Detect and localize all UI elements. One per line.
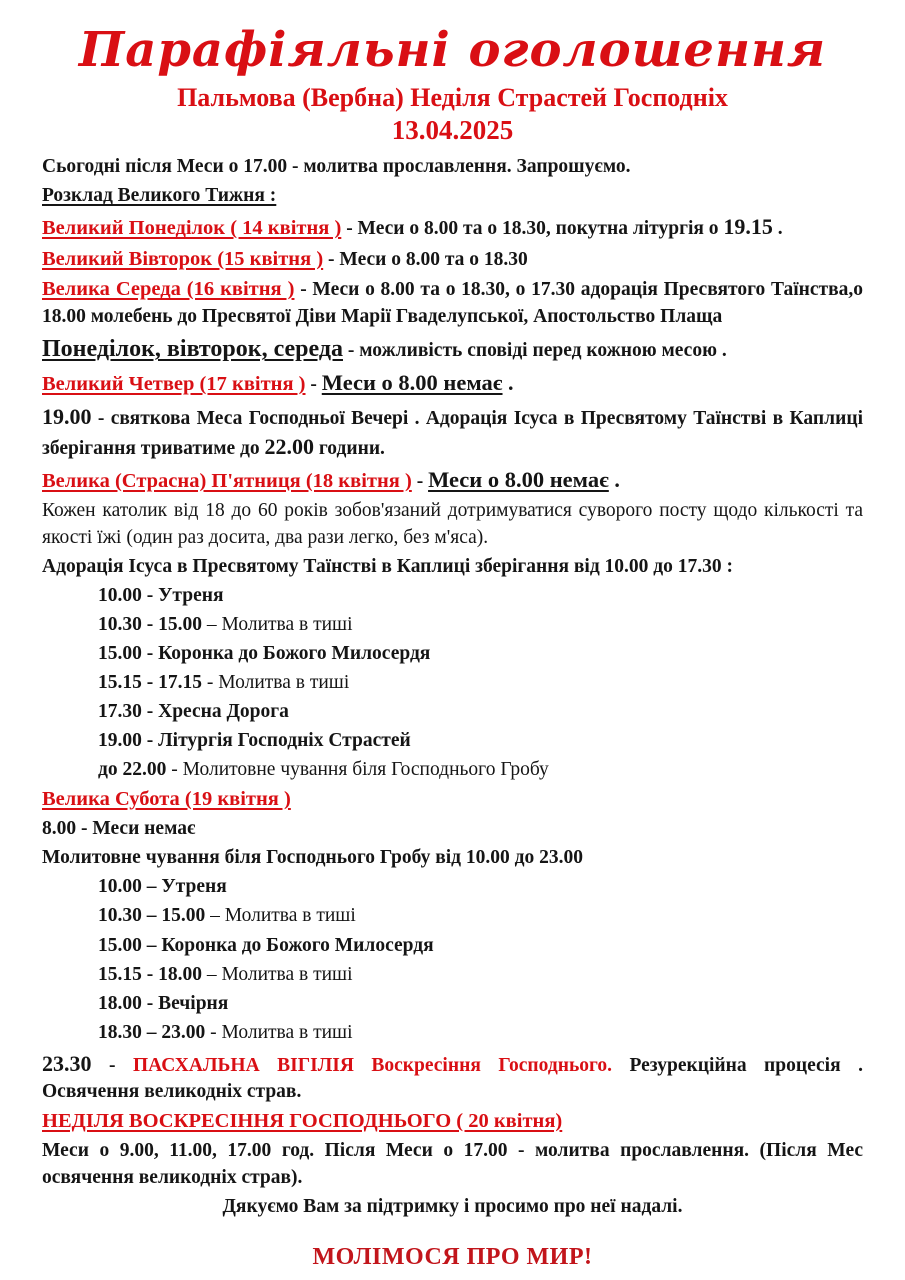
friday-adoration-heading [42,554,863,581]
text-segment: Резурекційна процесія . Освячення великодніх страв. [42,1054,863,1103]
text-segment: 8.00 - Меси немає [42,818,196,840]
text-segment: - Молитва в тиші [202,672,350,693]
holy-tuesday-line [42,246,863,274]
schedule-item [42,699,863,726]
holy-thursday-evening-line [42,402,863,463]
schedule-item [42,612,863,639]
saturday-no-mass-line [42,816,863,843]
text-segment: - Молитва в тиші [205,1021,353,1043]
holy-wednesday-line [42,276,863,330]
fasting-note [42,498,863,551]
easter-masses-line [42,1138,863,1191]
schedule-item [42,991,863,1018]
text-segment: 23.30 [42,1050,92,1076]
text-segment: 10.00 - Утреня [98,584,224,606]
text-segment: - можливість сповіді перед кожною месою . [343,340,727,361]
schedule-item [42,583,863,610]
schedule-item [42,874,863,901]
text-segment: Дякуємо Вам за підтримку і просимо про неї надалі. [222,1196,683,1217]
text-segment: - святкова Меса Господньої Вечері . Адорація Ісуса в Пресвятому Таїнстві в Каплиці зберігання триватиме до [42,407,863,460]
schedule-item [42,641,863,668]
text-segment: НЕДІЛЯ ВОСКРЕСІННЯ ГОСПОДНЬОГО ( 20 квітня) [42,1110,563,1133]
text-segment: Велика (Страсна) П'ятниця (18 квітня ) [42,470,412,493]
text-segment: – Молитва в тиші [205,905,356,927]
text-segment: Адорація Ісуса в Пресвятому Таїнстві в Каплиці зберігання від 10.00 до 17.30 : [42,555,734,577]
text-segment: . [608,467,620,493]
text-segment: до 22.00 [98,759,167,781]
schedule-item [42,757,863,784]
text-segment: Великий Четвер (17 квітня ) [42,373,306,396]
text-segment: - Меси о 8.00 та о 18.30 [323,248,528,270]
text-segment: 18.30 – 23.00 [98,1021,206,1043]
schedule-item [42,728,863,755]
text-segment: години. [314,438,385,460]
text-segment: МОЛІМОСЯ ПРО МИР! [312,1243,593,1270]
text-segment: . [772,218,783,240]
text-segment: 15.00 – Коронка до Божого Милосердя [98,934,434,956]
text-segment: Великий Вівторок (15 квітня ) [42,247,324,270]
text-segment: Меси о 8.00 немає [428,467,609,493]
text-segment: - Меси о 8.00 та о 18.30, покутна літургія о [341,218,724,240]
text-segment: Молитовне чування біля Господнього Гробу від 10.00 до 23.00 [42,847,584,869]
holy-week-heading [42,183,863,210]
text-segment: 10.30 - 15.00 [98,613,202,635]
text-segment: 15.15 - 18.00 [98,963,202,985]
thanks-line [42,1194,863,1221]
text-segment: - [305,374,322,396]
text-segment: – Молитва в тиші [202,963,353,985]
page-date: 13.04.2025 [391,114,514,145]
schedule-item [42,1020,863,1047]
text-segment: - [91,1054,133,1076]
easter-sunday-heading [42,1108,863,1136]
text-segment: 19.00 [42,403,92,429]
page-title: Парафіяльні оголошення [78,22,827,78]
easter-vigil-line [42,1049,863,1106]
schedule-item [42,962,863,989]
confession-note-line [42,333,863,366]
page-subtitle: Пальмова (Вербна) Неділя Страстей Господніх [177,82,728,112]
text-segment: 15.15 - 17.15 [98,672,202,693]
text-segment: 22.00 [264,434,315,460]
text-segment: Велика Середа (16 квітня ) [42,278,295,301]
schedule-item [42,903,863,930]
text-segment: 17.30 - Хресна Дорога [98,701,289,723]
text-segment: Кожен католик від 18 до 60 років зобов'язаний дотримуватися суворого посту щодо кількості та якості їжі (один раз досита, два рази легко, без м'яса). [42,500,863,548]
holy-thursday-line [42,368,863,399]
text-segment: 18.00 - Вечірня [98,992,229,1014]
text-segment: Великий Понеділок ( 14 квітня ) [42,217,342,240]
schedule-item [42,933,863,960]
saturday-vigil-heading [42,845,863,872]
text-segment: 19.15 [723,214,773,240]
text-segment: Сьогодні після Меси о 17.00 - молитва прославлення. Запрошуємо. [42,156,631,178]
holy-saturday-heading [42,786,863,814]
text-segment: Велика Субота (19 квітня ) [42,788,291,811]
holy-monday-line [42,212,863,243]
good-friday-line [42,465,863,496]
pray-for-peace-line [42,1241,863,1274]
text-segment: Меси о 8.00 немає [321,370,503,396]
text-segment: Розклад Великого Тижня : [42,185,277,207]
schedule-item [42,670,863,697]
text-segment: . [502,370,514,396]
text-segment: Понеділок, вівторок, середа [42,336,343,362]
text-segment: ПАСХАЛЬНА ВІГІЛІЯ Воскресіння Господнього. [132,1054,613,1076]
text-segment: 19.00 - Літургія Господніх Страстей [98,730,411,752]
text-segment: - Молитовне чування біля Господнього Гробу [166,759,549,781]
text-segment: 10.00 – Утреня [98,876,227,898]
text-segment: Меси о 9.00, 11.00, 17.00 год. Після Меси о 17.00 - молитва прославлення. (Після Мес освячення великодніх страв). [42,1140,863,1188]
text-segment: 10.30 – 15.00 [98,905,206,927]
text-segment: - Меси о 8.00 та о 18.30, о 17.30 адорація Пресвятого Таїнства,о 18.00 молебень до Пресвятої Діви Марії Гваделупської, Апостольство Плаща [42,279,864,327]
text-segment: – Молитва в тиші [202,613,353,635]
document-body [42,154,863,1273]
text-segment: 15.00 - Коронка до Божого Милосердя [98,642,431,664]
text-segment: - [411,471,429,493]
intro-line [42,154,863,181]
